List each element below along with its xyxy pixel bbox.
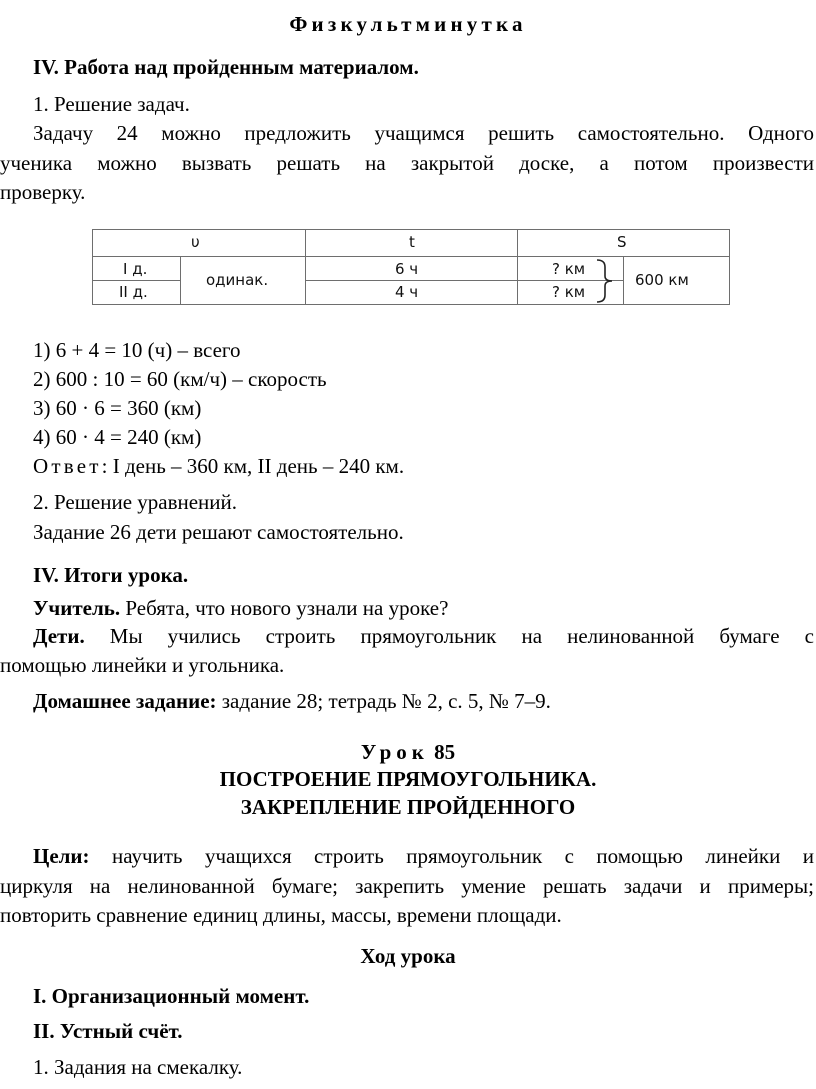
answer-text: : I день – 360 км, II день – 240 км. (101, 454, 405, 478)
solution-step-1: 1) 6 + 4 = 10 (ч) – всего (33, 338, 241, 362)
teacher-label: Учитель. (33, 596, 121, 620)
lesson-number: 85 (428, 740, 456, 764)
curly-brace-icon (593, 257, 623, 305)
header-distance: S (617, 233, 627, 251)
goals-text-1: научить учащихся строить прямоугольник с помощью линейки и (89, 844, 814, 868)
teacher-text: Ребята, что нового узнали на уроке? (120, 596, 449, 620)
row-label-day-1: I д. (123, 260, 148, 278)
homework-text: задание 28; тетрадь № 2, с. 5, № 7–9. (216, 689, 551, 713)
goals-label: Цели: (33, 844, 90, 868)
lesson-label: Урок (360, 740, 429, 764)
speed-same-cell: одинак. (206, 271, 269, 289)
solution-step-2: 2) 600 : 10 = 60 (км/ч) – скорость (33, 367, 327, 391)
task-paragraph-line-1: Задачу 24 можно предложить учащимся решить самостоятельно. Одного (33, 121, 814, 145)
section-heading-organizational: I. Организационный момент. (33, 984, 310, 1008)
section-heading-results: IV. Итоги урока. (33, 563, 189, 587)
homework-line (33, 687, 551, 715)
goals-line-2: циркуля на нелинованной бумаге; закрепить умение решать задачи и примеры; (0, 874, 814, 898)
distance-day-2: ? км (552, 283, 586, 301)
homework-label: Домашнее задание: (33, 689, 217, 713)
children-line-2: помощью линейки и угольника. (0, 653, 285, 677)
header-time: t (409, 233, 415, 251)
children-line-1 (0, 621, 814, 651)
answer-label: Ответ (33, 454, 102, 478)
section-heading-oral-count: II. Устный счёт. (33, 1019, 183, 1043)
goals-line-1 (0, 841, 814, 871)
task-data-table (92, 229, 730, 305)
lesson-title-line-1: ПОСТРОЕНИЕ ПРЯМОУГОЛЬНИКА. (219, 767, 597, 791)
children-label: Дети. (33, 624, 85, 648)
time-day-1: 6 ч (395, 260, 419, 278)
time-day-2: 4 ч (395, 283, 419, 301)
distance-day-1: ? км (552, 260, 586, 278)
row-label-day-2: II д. (119, 283, 148, 301)
task-26-text: Задание 26 дети решают самостоятельно. (33, 520, 404, 544)
children-text-1: Мы учились строить прямоугольник на нелинованной бумаге с (84, 624, 814, 648)
task-paragraph-line-2: ученика можно вызвать решать на закрытой доске, а потом произвести (0, 151, 814, 175)
lesson-title-line-2: ЗАКРЕПЛЕНИЕ ПРОЙДЕННОГО (240, 795, 576, 819)
item-puzzles-heading: 1. Задания на смекалку. (33, 1055, 243, 1079)
item-tasks-heading: 1. Решение задач. (33, 92, 190, 116)
section-heading-work: IV. Работа над пройденным материалом. (33, 55, 419, 79)
course-title: Ход урока (360, 944, 456, 968)
lesson-number-heading (0, 738, 816, 766)
teacher-line (33, 594, 448, 622)
answer-line (33, 452, 404, 480)
task-paragraph-line-3: проверку. (0, 180, 86, 204)
goals-line-3: повторить сравнение единиц длины, массы, времени площади. (0, 903, 562, 927)
item-equations-heading: 2. Решение уравнений. (33, 490, 238, 514)
solution-step-3: 3) 60 · 6 = 360 (км) (33, 396, 202, 420)
page-header-title: Физкультминутка (289, 12, 527, 36)
header-speed: υ (191, 233, 200, 251)
total-distance: 600 км (635, 271, 689, 289)
solution-step-4: 4) 60 · 4 = 240 (км) (33, 425, 202, 449)
